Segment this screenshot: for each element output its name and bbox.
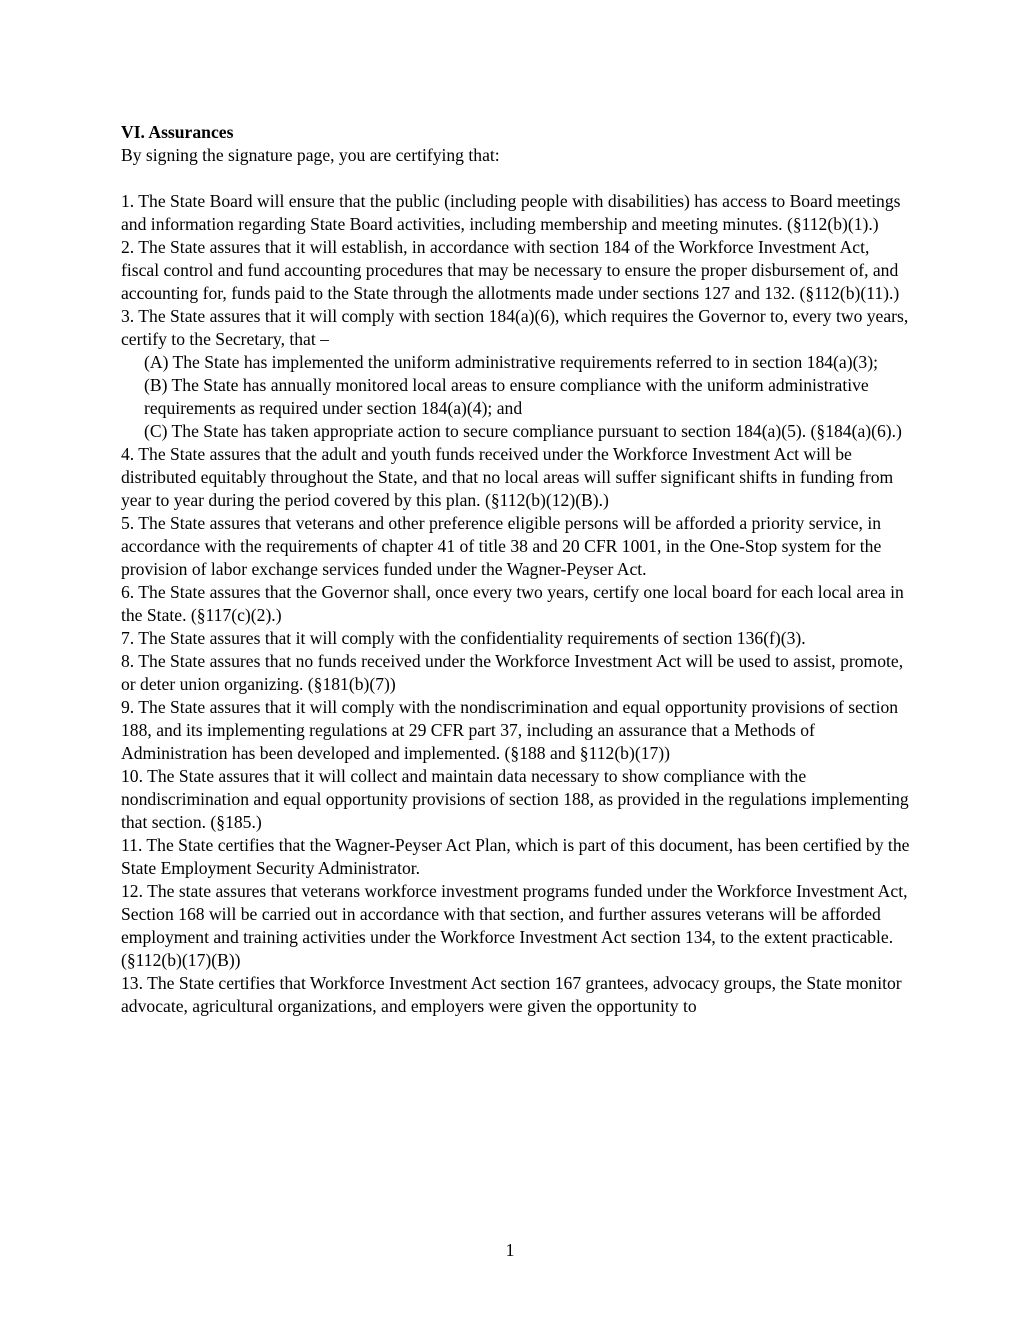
assurance-item-12: 12. The state assures that veterans workforce investment programs funded under the Workforce Investment Act, Section 168 will be carried out in accordance with that section, and further assures veterans will be afforded employment and training activities under the Workforce Investment Act section 134, to the extent practicable. (§112(b)(17)(B)) <box>121 881 908 970</box>
assurance-item-8: 8. The State assures that no funds received under the Workforce Investment Act will be used to assist, promote, or deter union organizing. (§181(b)(7)) <box>121 651 904 694</box>
intro-text: By signing the signature page, you are certifying that: <box>121 145 500 165</box>
assurance-subitem-b: (B) The State has annually monitored local areas to ensure compliance with the uniform administrative requirements as required under section 184(a)(4); and <box>144 375 869 418</box>
assurance-item-6: 6. The State assures that the Governor shall, once every two years, certify one local board for each local area in the State. (§117(c)(2).) <box>121 582 904 625</box>
section-heading: VI. Assurances <box>121 122 234 142</box>
assurance-item-7: 7. The State assures that it will comply with the confidentiality requirements of section 136(f)(3). <box>121 628 806 648</box>
assurance-subitem-c: (C) The State has taken appropriate action to secure compliance pursuant to section 184(a)(5). (§184(a)(6).) <box>144 421 902 441</box>
assurance-item-5: 5. The State assures that veterans and other preference eligible persons will be afforded a priority service, in accordance with the requirements of chapter 41 of title 38 and 20 CFR 1001, in the One-Stop system for the provision of labor exchange services funded under the Wagner-Peyser Act. <box>121 513 882 579</box>
assurance-item-3: 3. The State assures that it will comply with section 184(a)(6), which requires the Governor to, every two years, certify to the Secretary, that – <box>121 306 909 349</box>
assurance-item-4: 4. The State assures that the adult and youth funds received under the Workforce Investment Act will be distributed equitably throughout the State, and that no local areas will suffer significant shifts in funding from year to year during the period covered by this plan. (§112(b)(12)(B).) <box>121 444 894 510</box>
assurance-item-2: 2. The State assures that it will establish, in accordance with section 184 of the Workforce Investment Act, fiscal control and fund accounting procedures that may be necessary to ensure the proper disbursement of, and accounting for, funds paid to the State through the allotments made under sections 127 and 132. (§112(b)(11).) <box>121 237 900 303</box>
assurance-item-13: 13. The State certifies that Workforce Investment Act section 167 grantees, advocacy groups, the State monitor advocate, agricultural organizations, and employers were given the opportunity to <box>121 973 902 1016</box>
page-number: 1 <box>505 1240 515 1260</box>
assurance-item-11: 11. The State certifies that the Wagner-Peyser Act Plan, which is part of this document, has been certified by the State Employment Security Administrator. <box>121 835 910 878</box>
assurance-item-1: 1. The State Board will ensure that the public (including people with disabilities) has access to Board meetings and information regarding State Board activities, including membership and meeting minutes. (§112(b)(1).) <box>121 191 901 234</box>
assurance-subitem-a: (A) The State has implemented the uniform administrative requirements referred to in section 184(a)(3); <box>144 352 878 372</box>
document-body <box>121 121 911 1018</box>
assurance-item-10: 10. The State assures that it will collect and maintain data necessary to show compliance with the nondiscrimination and equal opportunity provisions of section 188, as provided in the regulations implementing that section. (§185.) <box>121 766 909 832</box>
assurance-item-9: 9. The State assures that it will comply with the nondiscrimination and equal opportunity provisions of section 188, and its implementing regulations at 29 CFR part 37, including an assurance that a Methods of Administration has been developed and implemented. (§188 and §112(b)(17)) <box>121 697 899 763</box>
